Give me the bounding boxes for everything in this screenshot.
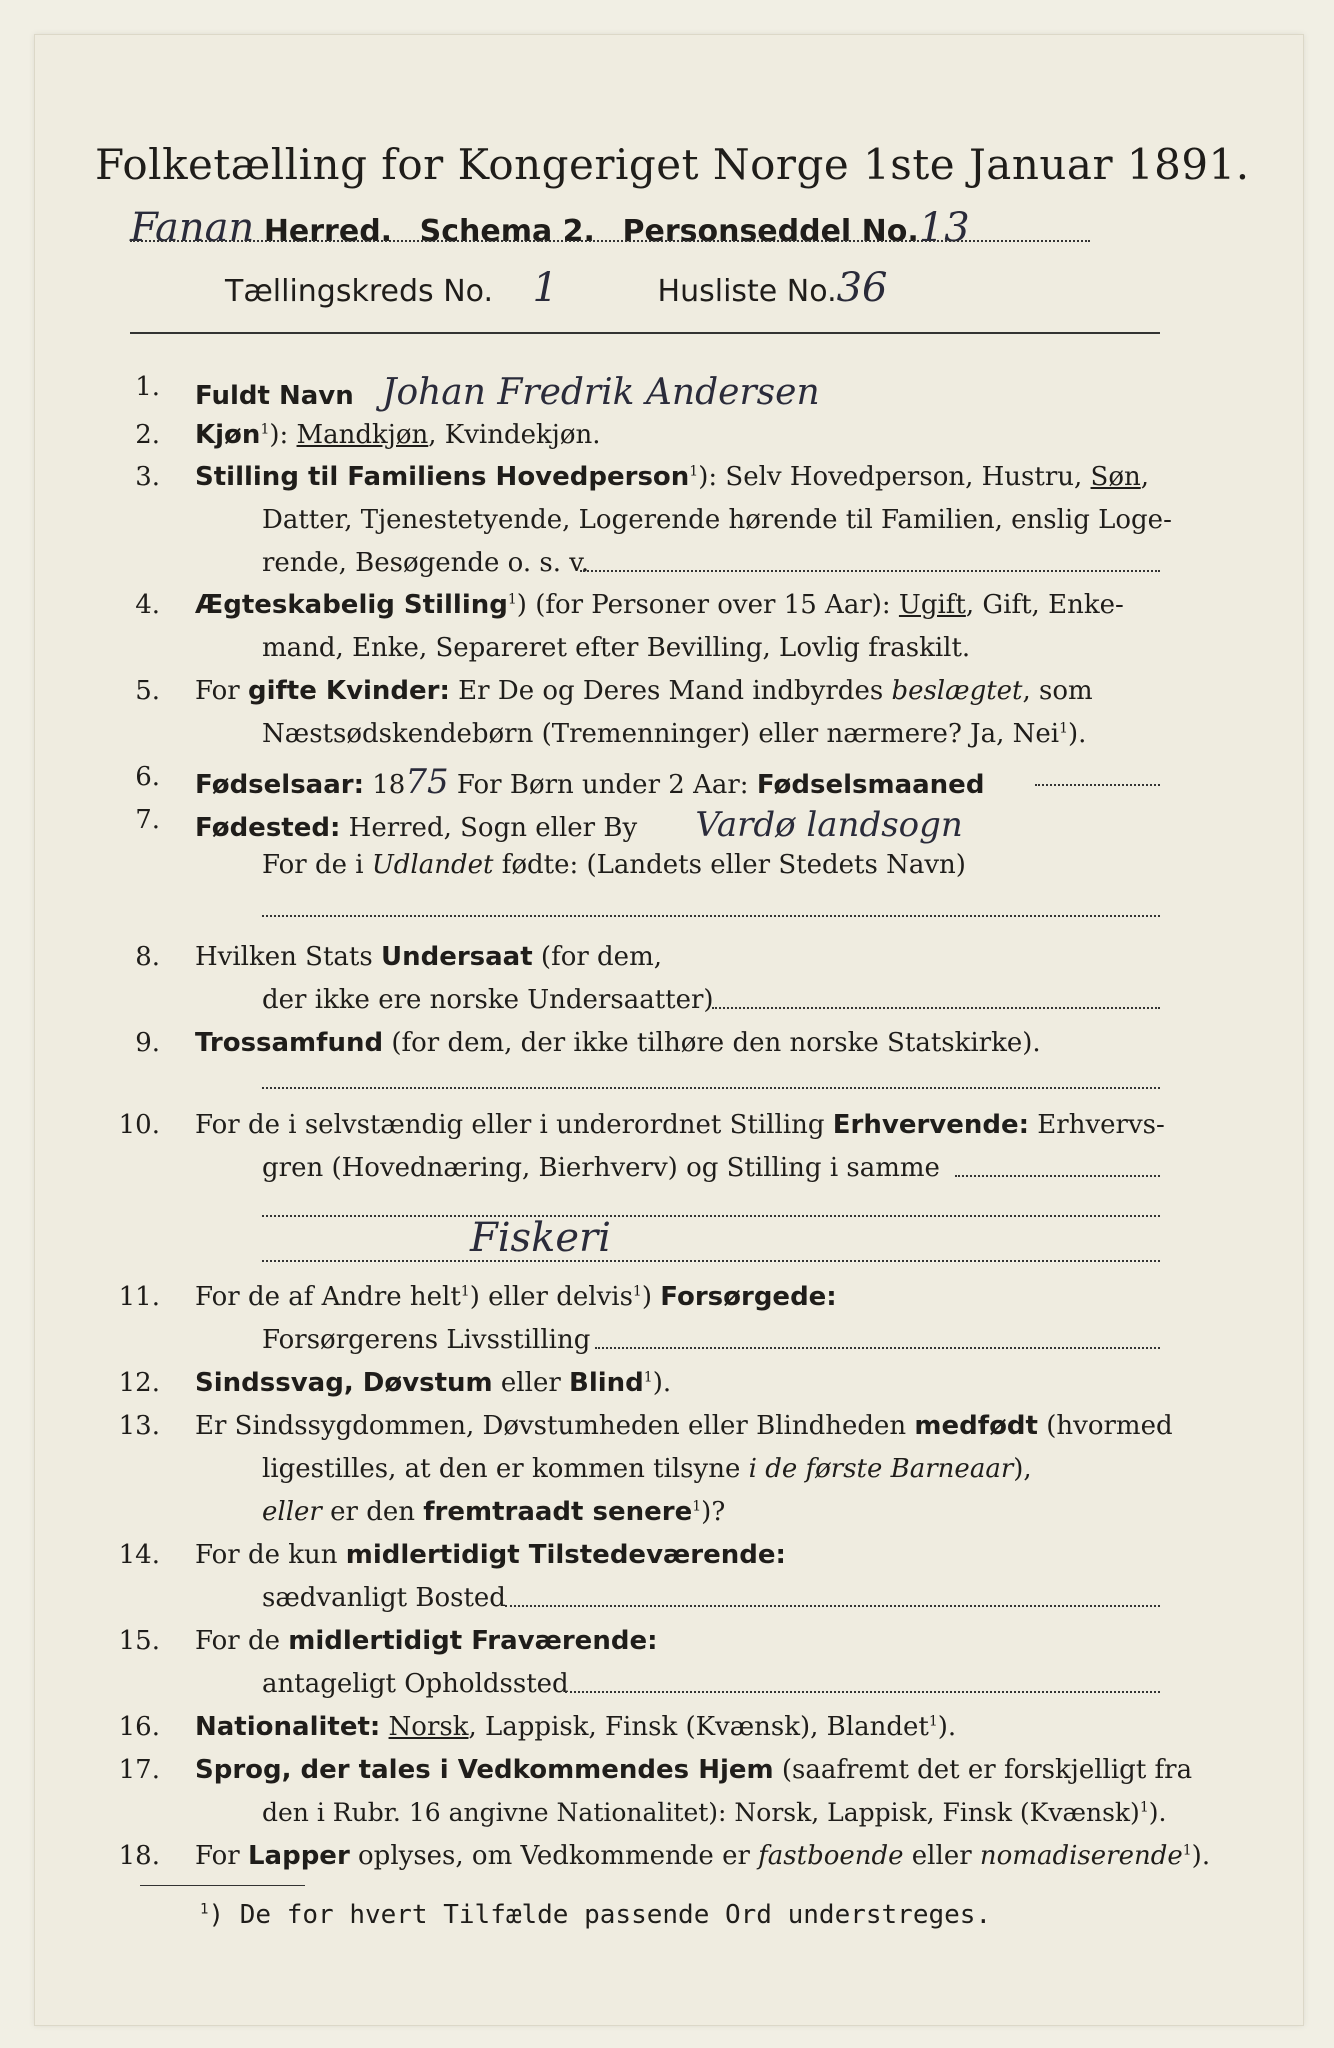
item-2: [195, 420, 600, 450]
item-3-son-underlined: Søn: [1090, 462, 1141, 492]
item-7-l2a: For de i: [262, 850, 372, 880]
item-8-number: 8.: [135, 942, 160, 972]
item-18-l1a: oplyses, om Vedkommende er: [349, 1841, 759, 1871]
item-9-number: 9.: [135, 1028, 160, 1058]
item-11-l1c: ): [641, 1282, 661, 1312]
item-2-number: 2.: [135, 420, 160, 450]
item-12-end: ).: [652, 1368, 672, 1398]
footnote-ref: 1: [260, 421, 270, 438]
item-18-nomadiserende: nomadiserende: [979, 1841, 1183, 1871]
item-15-dotted-line: [565, 1691, 1160, 1693]
footnote-ref: 1: [1182, 1842, 1192, 1859]
item-14-line-1: [195, 1540, 786, 1570]
footnote-ref: 1: [1059, 720, 1068, 737]
item-3-comma: ,: [1140, 462, 1150, 492]
item-11-dotted-line: [595, 1347, 1160, 1349]
husliste-label: Husliste No.: [657, 274, 837, 309]
item-16-label: Nationalitet:: [195, 1712, 381, 1742]
item-4-label: Ægteskabelig Stilling: [195, 590, 508, 620]
item-6-year-value: 75: [405, 762, 449, 802]
herred-handwritten: Fanan: [130, 205, 255, 251]
item-17-number: 17.: [118, 1755, 160, 1785]
item-7-dotted-line: [262, 915, 1160, 917]
item-13-line-2: [262, 1454, 1032, 1484]
footnote-ref: 1: [689, 463, 699, 480]
footnote-sup: 1: [200, 1901, 209, 1918]
item-13-l2b: ),: [1013, 1454, 1032, 1484]
item-6-label-2: Fødselsmaaned: [756, 770, 985, 800]
item-5-end: , som: [1022, 676, 1093, 706]
item-2-mandkjon-underlined: Mandkjøn: [296, 420, 429, 450]
item-3-number: 3.: [135, 462, 160, 492]
item-7-label: Fødested:: [195, 813, 341, 843]
item-10-dotted-line-3: [262, 1260, 1160, 1262]
item-7-text: Herred, Sogn eller By: [340, 813, 638, 843]
item-10-occupation-value: Fiskeri: [470, 1215, 611, 1261]
item-7-l2b: fødte: (Landets eller Stedets Navn): [493, 850, 966, 880]
item-3-line-3: rende, Besøgende o. s. v.: [262, 548, 590, 578]
item-3-dotted-line: [580, 570, 1160, 572]
item-14-line-2: sædvanligt Bosted: [262, 1583, 506, 1613]
item-5-line-2: Næstsødskendebørn (Tremenninger) eller nærmere? Ja, Nei$^1$).: [262, 719, 1087, 749]
item-3-line-1: [195, 462, 1149, 492]
item-18: [195, 1841, 1210, 1871]
item-4-ugift-underlined: Ugift: [898, 590, 966, 620]
item-13-l3it: eller: [262, 1497, 322, 1527]
item-13-l1a: Er Sindssygdommen, Døvstumheden eller Blindheden: [195, 1411, 915, 1441]
item-16-number: 16.: [118, 1712, 160, 1742]
kreds-label: Tællingskreds No.: [225, 274, 493, 309]
item-9-dotted-line: [262, 1087, 1160, 1089]
item-9-label: Trossamfund: [195, 1028, 384, 1058]
item-16-norsk-underlined: Norsk: [388, 1712, 469, 1742]
footnote-ref: 1: [1139, 1799, 1149, 1816]
item-17-line-2: den i Rubr. 16 angivne Nationalitet): Norsk, Lappisk, Finsk (Kvænsk)$^1$).: [262, 1798, 1167, 1827]
kreds-number: 1: [532, 265, 558, 311]
item-13-label: medfødt: [914, 1411, 1038, 1441]
item-1: [195, 372, 820, 413]
item-6-number: 6.: [135, 762, 160, 792]
footnote: [200, 1900, 991, 1930]
item-8-l1a: Hvilken Stats: [195, 942, 381, 972]
item-13-number: 13.: [118, 1411, 160, 1441]
item-10-dotted-line: [955, 1175, 1160, 1177]
item-17-line-1: [195, 1755, 1192, 1785]
schema-label: Schema 2.: [419, 214, 595, 249]
item-14-number: 14.: [118, 1540, 160, 1570]
item-3-line-2: Datter, Tjenestetyende, Logerende hørende til Familien, enslig Loge-: [262, 505, 1172, 535]
item-11-line-2: Forsørgerens Livsstilling: [262, 1325, 591, 1355]
item-6: [195, 762, 984, 802]
item-6-year-prefix: 18: [364, 770, 406, 800]
item-5-text: Er De og Deres Mand indbyrdes: [449, 676, 892, 706]
header-line-3: [225, 265, 888, 311]
item-15-number: 15.: [118, 1626, 160, 1656]
footnote-ref: 1: [692, 1498, 702, 1515]
item-4-line-1: [195, 590, 1124, 620]
item-6-dotted-line: [1035, 784, 1160, 786]
item-13-line-1: [195, 1411, 1173, 1441]
item-11-label: Forsørgede:: [660, 1282, 837, 1312]
item-11-line-1: [195, 1282, 837, 1312]
item-16: Nationalitet: Norsk, Lappisk, Finsk (Kvænsk), Blandet$^1$).: [195, 1712, 957, 1742]
item-17-line-2-text: den i Rubr. 16 angivne Nationalitet): Norsk, Lappisk, Finsk (Kvænsk): [262, 1798, 1140, 1827]
personseddel-number: 13: [918, 205, 970, 251]
item-6-label: Fødselsaar:: [195, 770, 364, 800]
item-10-number: 10.: [118, 1110, 160, 1140]
item-9: [195, 1028, 1041, 1058]
item-13-l2a: ligestilles, at den er kommen tilsyne: [262, 1454, 749, 1484]
item-13-line-3: [262, 1497, 725, 1527]
item-18-end: ).: [1191, 1841, 1211, 1871]
item-3-text: ): Selv Hovedperson, Hustru,: [698, 462, 1091, 492]
item-17-text: (saafremt det er forskjelligt fra: [773, 1755, 1193, 1785]
item-4-options: , Gift, Enke-: [965, 590, 1124, 620]
item-13-l3a: er den: [321, 1497, 424, 1527]
item-8-line-2: der ikke ere norske Undersaatter): [262, 985, 714, 1015]
form-title: Folketælling for Kongeriget Norge 1ste Januar 1891.: [95, 140, 1250, 189]
item-12-label-2: Blind: [569, 1368, 644, 1398]
item-2-text: ):: [269, 420, 297, 450]
item-15-line-2: antageligt Opholdssted: [262, 1669, 569, 1699]
item-12-number: 12.: [118, 1368, 160, 1398]
item-10-line-1: [195, 1110, 1165, 1140]
item-4-number: 4.: [135, 590, 160, 620]
item-14-pre: For de kun: [195, 1540, 346, 1570]
item-5-line-2-text: Næstsødskendebørn (Tremenninger) eller nærmere? Ja, Nei: [262, 719, 1060, 749]
item-1-name-value: Johan Fredrik Andersen: [382, 372, 820, 413]
footnote-ref: 1: [928, 1713, 938, 1730]
item-6-mid: For Børn under 2 Aar:: [448, 770, 757, 800]
item-11-l1a: For de af Andre helt: [195, 1282, 461, 1312]
item-14-label: midlertidigt Tilstedeværende:: [345, 1540, 786, 1570]
item-7-line-1: [195, 805, 963, 845]
item-5-pre: For: [195, 676, 248, 706]
item-7-number: 7.: [135, 805, 160, 835]
item-3-label: Stilling til Familiens Hovedperson: [195, 462, 690, 492]
item-5-label: gifte Kvinder:: [247, 676, 450, 706]
husliste-number: 36: [836, 265, 888, 311]
item-5-beslaegtet: beslægtet: [891, 676, 1023, 706]
item-10-l1b: Erhvervs-: [1029, 1110, 1165, 1140]
item-9-text: (for dem, der ikke tilhøre den norske Statskirke).: [383, 1028, 1041, 1058]
item-7-line-2: [262, 850, 966, 880]
item-4-line-2: mand, Enke, Separeret efter Bevilling, Lovlig fraskilt.: [262, 633, 971, 663]
item-8-l1b: (for dem,: [532, 942, 662, 972]
item-15-line-1: [195, 1626, 657, 1656]
item-18-label: Lapper: [247, 1841, 350, 1871]
item-14-dotted-line: [505, 1605, 1160, 1607]
personseddel-label: Personseddel No.: [622, 214, 919, 249]
item-8-line-1: [195, 942, 662, 972]
item-5-line-1: [195, 676, 1093, 706]
herred-dotted-line: [130, 240, 1090, 242]
item-12: [195, 1368, 671, 1398]
item-16-rest: , Lappisk, Finsk (Kvænsk), Blandet: [468, 1712, 929, 1742]
footnote-ref: 1: [632, 1283, 642, 1300]
item-13-l1b: (hvormed: [1037, 1411, 1173, 1441]
item-18-pre: For: [195, 1841, 248, 1871]
item-10-l1a: For de i selvstændig eller i underordnet Stilling: [195, 1110, 833, 1140]
item-13-l2it: i de første Barneaar: [748, 1454, 1014, 1484]
item-15-label: midlertidigt Fraværende:: [288, 1626, 658, 1656]
item-4-text: ) (for Personer over 15 Aar):: [516, 590, 899, 620]
item-2-label: Kjøn: [195, 420, 261, 450]
item-5-number: 5.: [135, 676, 160, 706]
footnote-text: ) De for hvert Tilfælde passende Ord understreges.: [208, 1900, 992, 1930]
header-divider: [130, 332, 1160, 334]
footnote-ref: 1: [507, 591, 517, 608]
item-13-l3b: )?: [701, 1497, 726, 1527]
item-11-l1b: ) eller delvis: [469, 1282, 633, 1312]
item-7-birthplace-value: Vardø landsogn: [695, 805, 963, 845]
item-10-line-2: gren (Hovednæring, Bierhverv) og Stilling i samme: [262, 1153, 940, 1183]
item-1-number: 1.: [135, 372, 160, 402]
footnote-ref: 1: [643, 1369, 653, 1386]
item-17-label: Sprog, der tales i Vedkommendes Hjem: [195, 1755, 774, 1785]
item-8-dotted-line: [712, 1007, 1160, 1009]
item-8-label: Undersaat: [380, 942, 533, 972]
item-18-fastboende: fastboende: [758, 1841, 904, 1871]
item-11-number: 11.: [118, 1282, 160, 1312]
item-15-pre: For de: [195, 1626, 289, 1656]
footnote-divider: [140, 1885, 305, 1886]
header-line-2: [130, 205, 970, 251]
item-2-kvindekjon: , Kvindekjøn.: [428, 420, 601, 450]
footnote-ref: 1: [460, 1283, 470, 1300]
item-13-label-2: fremtraadt senere: [423, 1497, 693, 1527]
item-12-mid: eller: [492, 1368, 570, 1398]
item-1-label: Fuldt Navn: [195, 381, 354, 411]
herred-label: Herred.: [263, 214, 393, 249]
item-12-label: Sindssvag, Døvstum: [195, 1368, 493, 1398]
item-18-number: 18.: [118, 1841, 160, 1871]
item-10-label: Erhvervende:: [832, 1110, 1030, 1140]
item-7-udlandet: Udlandet: [371, 850, 494, 880]
item-10-dotted-line-2: [262, 1215, 1160, 1217]
item-18-l1b: eller: [903, 1841, 980, 1871]
